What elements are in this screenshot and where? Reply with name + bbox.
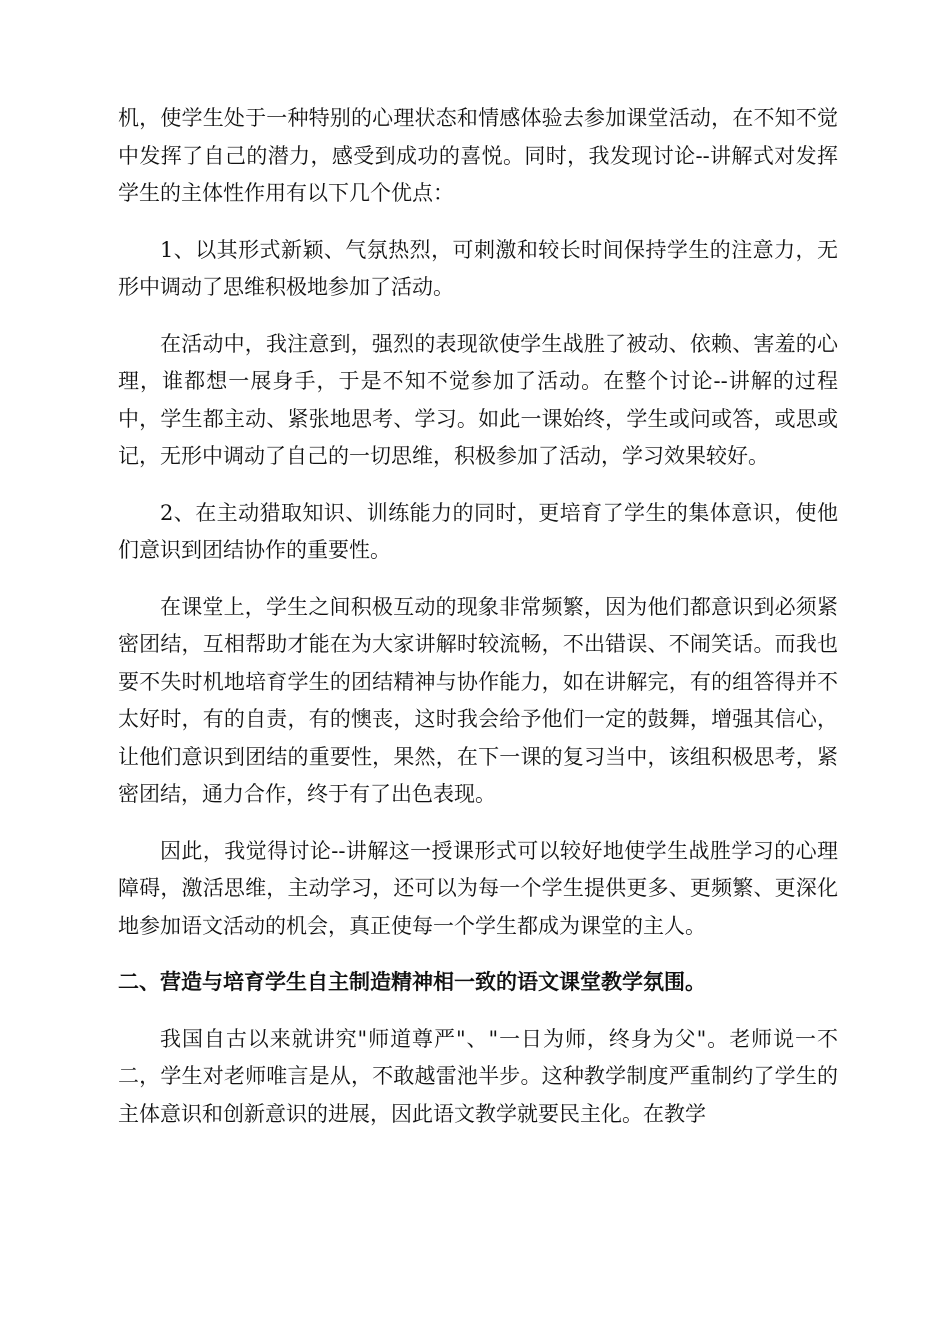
section-heading: 二、营造与培育学生自主制造精神相一致的语文课堂教学氛围。 — [118, 970, 706, 994]
paragraph-activity: 在活动中，我注意到，强烈的表现欲使学生战胜了被动、依赖、害羞的心理，谁都想一展身手，于是不知不觉参加了活动。在整个讨论--讲解的过程中，学生都主动、紧张地思考、学习。如此一课始终，学生或问或答，或思或记，无形中调动了自己的一切思维，积极参加了活动，学习效果较好。 — [118, 331, 838, 468]
paragraph-point-1: 1、以其形式新颖、气氛热烈，可刺激和较长时间保持学生的注意力，无形中调动了思维积极地参加了活动。 — [118, 237, 838, 299]
paragraph-continuation: 机，使学生处于一种特别的心理状态和情感体验去参加课堂活动，在不知不觉中发挥了自己的潜力，感受到成功的喜悦。同时，我发现讨论--讲解式对发挥学生的主体性作用有以下几个优点： — [118, 106, 838, 205]
paragraph-conclusion: 因此，我觉得讨论--讲解这一授课形式可以较好地使学生战胜学习的心理障碍，激活思维，主动学习，还可以为每一个学生提供更多、更频繁、更深化地参加语文活动的机会，真正使每一个学生都成为课堂的主人。 — [118, 838, 838, 938]
paragraph-tradition: 我国自古以来就讲究"师道尊严"、"一日为师，终身为父"。老师说一不二，学生对老师唯言是从，不敢越雷池半步。这种教学制度严重制约了学生的主体意识和创新意识的进展，因此语文教学就要民主化。在教学 — [118, 1026, 838, 1126]
paragraph-classroom: 在课堂上，学生之间积极互动的现象非常频繁，因为他们都意识到必须紧密团结，互相帮助才能在为大家讲解时较流畅，不出错误、不闹笑话。而我也要不失时机地培育学生的团结精神与协作能力，如在讲解完，有的组答得并不太好时，有的自责，有的懊丧，这时我会给予他们一定的鼓舞，增强其信心，让他们意识到团结的重要性，果然，在下一课的复习当中，该组积极思考，紧密团结，通力合作，终于有了出色表现。 — [118, 594, 838, 806]
paragraph-point-2: 2、在主动猎取知识、训练能力的同时，更培育了学生的集体意识，使他们意识到团结协作的重要性。 — [118, 500, 838, 562]
document-page — [118, 100, 838, 1152]
